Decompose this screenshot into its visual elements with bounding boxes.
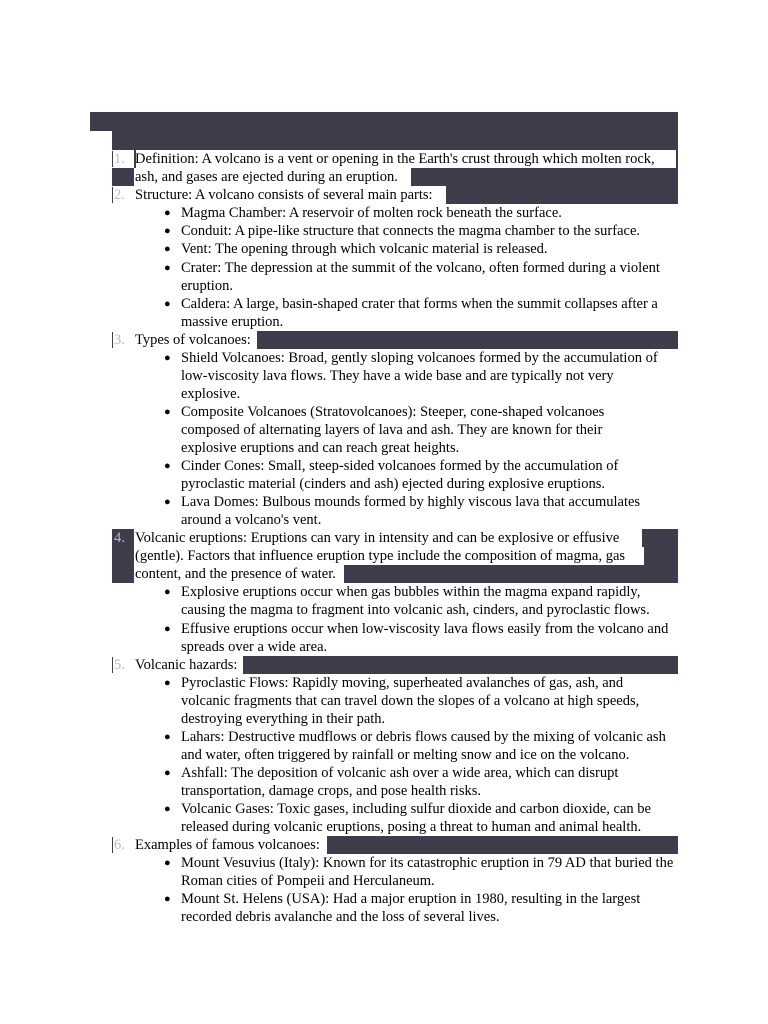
section-5-number: 5.	[112, 656, 134, 674]
section-4-line-1: Volcanic eruptions: Eruptions can vary in intensity and can be explosive or effusive	[135, 530, 620, 546]
list-bullet: ●	[164, 623, 171, 635]
list-bullet: ●	[164, 352, 171, 364]
section-6-bullet-2: Mount St. Helens (USA): Had a major eruption in 1980, resulting in the largest recorded debris avalanche and the loss of several lives.	[181, 891, 641, 926]
section-2-highlight	[446, 186, 678, 204]
section-1-line-2: ash, and gases are ejected during an eruption.	[135, 169, 398, 185]
section-2-bullet-4: Crater: The depression at the summit of the volcano, often formed during a violent eruption.	[181, 260, 660, 295]
list-bullet: ●	[164, 406, 171, 418]
section-5-bullet-3: Ashfall: The deposition of volcanic ash over a wide area, which can disrupt transportation, damage crops, and pose health risks.	[181, 765, 619, 800]
section-1-number: 1.	[112, 150, 134, 168]
section-4-line-2: (gentle). Factors that influence eruption type include the composition of magma, gas	[135, 548, 626, 564]
list-bullet: ●	[164, 207, 171, 219]
list-bullet: ●	[164, 767, 171, 779]
list-bullet: ●	[164, 677, 171, 689]
list-bullet: ●	[164, 262, 171, 274]
list-bullet: ●	[164, 243, 171, 255]
section-4-bullet-1: Explosive eruptions occur when gas bubbles within the magma expand rapidly, causing the magma to fragment into volcanic ash, cinders, and pyroclastic flows.	[181, 584, 650, 619]
section-3-bullet-2: Composite Volcanoes (Stratovolcanoes): Steeper, cone-shaped volcanoes composed of alternating layers of lava and ash. They are known for their explosive eruptions and can reach great heights.	[181, 404, 605, 457]
section-2-bullet-3: Vent: The opening through which volcanic material is released.	[181, 241, 548, 257]
list-bullet: ●	[164, 225, 171, 237]
section-6-line-1: Examples of famous volcanoes:	[135, 837, 320, 853]
section-4-bullet-2: Effusive eruptions occur when low-viscosity lava flows easily from the volcano and spreads over a wide area.	[181, 621, 669, 656]
section-3-bullet-3: Cinder Cones: Small, steep-sided volcanoes formed by the accumulation of pyroclastic material (cinders and ash) ejected during explosive eruptions.	[181, 458, 619, 493]
list-bullet: ●	[164, 731, 171, 743]
section-6-highlight	[327, 836, 678, 854]
section-2-number: 2.	[112, 186, 134, 204]
list-bullet: ●	[164, 857, 171, 869]
section-3-bullet-4: Lava Domes: Bulbous mounds formed by highly viscous lava that accumulates around a volcano's vent.	[181, 494, 641, 529]
section-5-highlight	[243, 656, 678, 674]
list-bullet: ●	[164, 460, 171, 472]
section-1-line-1: Definition: A volcano is a vent or opening in the Earth's crust through which molten rock,	[135, 151, 655, 167]
section-2-bullet-5: Caldera: A large, basin-shaped crater that forms when the summit collapses after a massive eruption.	[181, 296, 658, 331]
section-2-line-1: Structure: A volcano consists of several main parts:	[135, 187, 433, 203]
header-redaction-bar	[90, 112, 678, 131]
section-2-bullet-2: Conduit: A pipe-like structure that connects the magma chamber to the surface.	[181, 223, 641, 239]
section-3-line-1: Types of volcanoes:	[135, 332, 251, 348]
section-5-line-1: Volcanic hazards:	[135, 657, 238, 673]
section-4-number: 4.	[112, 529, 134, 547]
section-2-bullet-1: Magma Chamber: A reservoir of molten rock beneath the surface.	[181, 205, 562, 221]
section-5-bullet-4: Volcanic Gases: Toxic gases, including sulfur dioxide and carbon dioxide, can be released during volcanic eruptions, posing a threat to human and animal health.	[181, 801, 651, 836]
list-bullet: ●	[164, 803, 171, 815]
section-3-number: 3.	[112, 331, 134, 349]
section-5-bullet-2: Lahars: Destructive mudflows or debris flows caused by the mixing of volcanic ash and water, often triggered by rainfall or melting snow and ice on the volcano.	[181, 729, 666, 764]
section-3-bullet-1: Shield Volcanoes: Broad, gently sloping volcanoes formed by the accumulation of low-viscosity lava flows. They have a wide base and are typically not very explosive.	[181, 350, 658, 403]
section-6-bullet-1: Mount Vesuvius (Italy): Known for its catastrophic eruption in 79 AD that buried the Roman cities of Pompeii and Herculaneum.	[181, 855, 674, 890]
list-bullet: ●	[164, 496, 171, 508]
section-5-bullet-1: Pyroclastic Flows: Rapidly moving, superheated avalanches of gas, ash, and volcanic fragments that can travel down the slopes of a volcano at high speeds, destroying everything in their path.	[181, 675, 640, 728]
section-4-line-3: content, and the presence of water.	[135, 566, 336, 582]
header-redaction-bar-lower	[112, 131, 678, 150]
section-3-highlight	[257, 331, 678, 349]
section-6-number: 6.	[112, 836, 134, 854]
list-bullet: ●	[164, 298, 171, 310]
list-bullet: ●	[164, 893, 171, 905]
list-bullet: ●	[164, 586, 171, 598]
